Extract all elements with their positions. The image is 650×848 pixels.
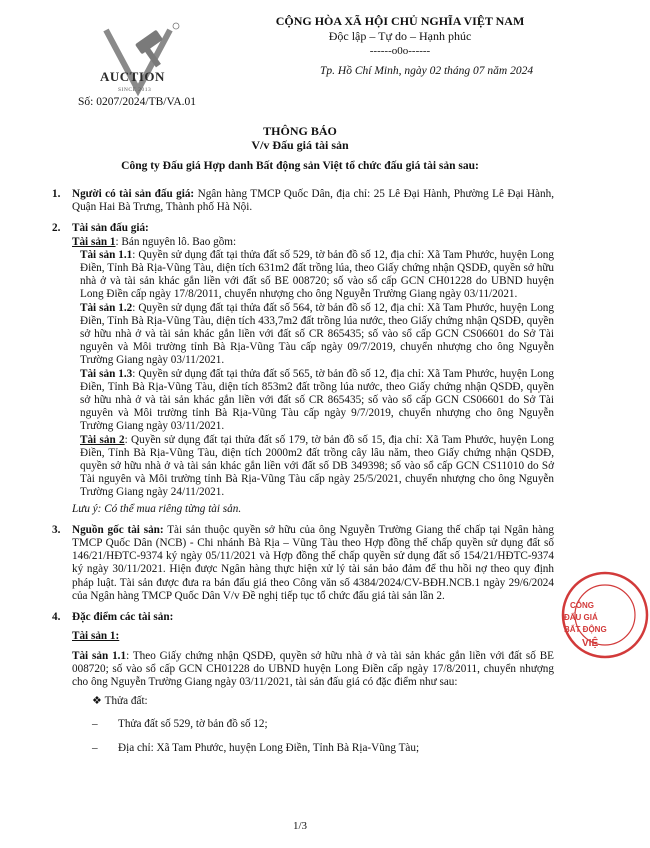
section-text: Tài sản thuộc quyền sở hữu của ông Nguyễn Trường Giang thế chấp tại Ngân hàng TMCP Quốc Dân (NCB) - Chi nhánh Bà Rịa – Vũng Tàu theo Hợp đồng thế chấp quyền sử dụng đất số 146/21/HĐTC-9374 ký ngày 05/11/2021 và Hợp đồng thế chấp quyền sử dụng đất số 154/21/HĐTC-9374 ký ngày 30/11/2021. Hiện được Ngân hàng thực hiện xử lý tài sản bảo đảm để thu hồi nợ theo quy định pháp luật. Tài sản được đưa ra bán đấu giá theo Công văn số 4384/2024/CV-BĐH.NCB.1 ngày 29/6/2024 của Ngân hàng TMCP Quốc Dân V/v Đề nghị tiếp tục tổ chức đấu giá tài sản lần 2. xyxy=(72,523,554,602)
section-4 xyxy=(52,611,554,624)
detail-item xyxy=(92,718,554,731)
detail-asset-1-1-label: Tài sản 1.1 xyxy=(72,649,127,662)
logo-since: SINCE 2013 xyxy=(118,87,152,93)
section-number: 4. xyxy=(52,611,61,624)
section-3 xyxy=(52,524,554,603)
section-2 xyxy=(52,222,554,235)
asset-1-1-label: Tài sản 1.1 xyxy=(80,248,133,261)
svg-text:VIỆ: VIỆ xyxy=(582,638,599,649)
section-label: Nguồn gốc tài sản: xyxy=(72,523,164,536)
asset-1-3-text: : Quyền sử dụng đất tại thửa đất số 565, tờ bản đồ số 12, địa chỉ: Xã Tam Phước, huyện Long Điền, Tỉnh Bà Rịa-Vũng Tàu, diện tích 853m2 đất trồng lúa nước, theo Giấy chứng nhận QSDĐ, quyền sở hữu nhà ở và tài sản khác gắn liền với đất số CR 865435; số vào sổ cấp GCN CS06601 do Sở Tài nguyên và Môi trường tỉnh Bà Rịa-Vũng Tàu cấp ngày 9/7/2019, chuyển nhượng cho ông Nguyễn Trường Giang ngày 03/11/2021. xyxy=(80,367,554,433)
purchase-note: Lưu ý: Có thể mua riêng từng tài sản. xyxy=(72,502,242,515)
document-title xyxy=(0,124,600,152)
bullet-text: Thửa đất: xyxy=(104,695,148,708)
asset-list xyxy=(72,236,554,516)
asset-1-3-label: Tài sản 1.3 xyxy=(80,367,133,380)
section-number: 3. xyxy=(52,523,61,536)
title-sub: V/v Đấu giá tài sản xyxy=(251,138,349,152)
asset-2-text: : Quyền sử dụng đất tại thửa đất số 179, tờ bản đồ số 15, địa chỉ: Xã Tam Phước, huyện Long Điền, Tỉnh Bà Rịa-Vũng Tàu, diện tích 2000m2 đất trồng cây lâu năm, theo Giấy chứng nhận QSDĐ, quyền sở hữu nhà ở và tài sản khác gắn liền với đất số DB 349398; số vào sổ cấp GCN CS11010 do Sở Tài nguyên và Môi trường tỉnh Bà Rịa-Vũng Tàu cấp ngày 25/5/2021, chuyển nhượng cho ông Nguyễn Trường Giang ngày 24/11/2021. xyxy=(80,433,554,499)
detail-asset-1-label: Tài sản 1: xyxy=(72,630,120,643)
title-main: THÔNG BÁO xyxy=(263,124,337,138)
detail-item-text: Thửa đất số 529, tờ bản đồ số 12; xyxy=(118,718,268,731)
company-seal xyxy=(560,570,650,660)
detail-item xyxy=(92,742,554,755)
asset-1-text: : Bán nguyên lô. Bao gồm: xyxy=(115,235,237,248)
page-number: 1/3 xyxy=(292,820,308,832)
section-label: Tài sản đấu giá: xyxy=(72,222,149,235)
section-label: Người có tài sản đấu giá: xyxy=(72,188,195,200)
country-name: CỘNG HÒA XÃ HỘI CHỦ NGHĨA VIỆT NAM xyxy=(275,14,525,28)
section-number: 1. xyxy=(52,188,61,200)
asset-1-2-text: : Quyền sử dụng đất tại thửa đất số 564, tờ bản đồ số 12, địa chỉ: Xã Tam Phước, huyện Long Điền, Tỉnh Bà Rịa-Vũng Tàu, diện tích 433,7m2 đất trồng lúa nước, theo Giấy chứng nhận QSDĐ, quyền sở hữu nhà ở và tài sản khác gắn liền với đất số CR 865435; số vào sổ cấp GCN CS06601 do Sở Tài nguyên và Môi trường tỉnh Bà Rịa-Vũng Tàu cấp ngày 09/7/2019, chuyển nhượng cho ông Nguyễn Trường Giang ngày 03/11/2021. xyxy=(80,301,554,367)
document-date: Tp. Hồ Chí Minh, ngày 02 tháng 07 năm 2024 xyxy=(320,65,534,77)
logo-wordmark: AUCTION xyxy=(100,69,165,84)
section-1 xyxy=(52,188,554,214)
svg-text:BẤT ĐỘNG: BẤT ĐỘNG xyxy=(564,625,607,634)
asset-details xyxy=(72,630,554,689)
asset-1-label: Tài sản 1 xyxy=(72,235,116,248)
dash-icon: – xyxy=(92,741,98,754)
section-label: Đặc điểm các tài sản: xyxy=(72,611,174,624)
check-bullet-icon: ❖ xyxy=(92,695,105,708)
asset-1-1-text: : Quyền sử dụng đất tại thửa đất số 529, tờ bản đồ số 12, địa chỉ: Xã Tam Phước, huyện Long Điền, Tỉnh Bà Rịa-Vũng Tàu, diện tích 631m2 đất trồng lúa, theo Giấy chứng nhận QSDĐ, quyền sở hữu nhà ở và tài sản khác gắn liền với đất số BE 008720; số vào sổ cấp GCN CH01228 do UBND huyện Long Điền cấp ngày 17/8/2011, chuyển nhượng cho ông Nguyễn Trường Giang ngày 03/11/2021. xyxy=(80,248,554,301)
section-number: 2. xyxy=(52,222,61,235)
detail-bullet xyxy=(92,695,554,708)
motto: Độc lập – Tự do – Hạnh phúc xyxy=(328,29,472,43)
asset-1-2-label: Tài sản 1.2 xyxy=(80,301,133,314)
header-divider: ------o0o------ xyxy=(369,45,431,57)
document-body xyxy=(52,180,554,755)
svg-text:ĐẤU GIÁ: ĐẤU GIÁ xyxy=(564,613,598,622)
detail-asset-1-1-text: : Theo Giấy chứng nhận QSDĐ, quyền sở hữu nhà ở và tài sản khác gắn liền với đất số BE 008720; số vào sổ cấp GCN CH01228 do UBND huyện Long Điền cấp ngày 17/8/2011, chuyển nhượng cho ông Nguyễn Trường Giang ngày 03/11/2021, tài sản đấu giá có đặc điểm như sau: xyxy=(72,649,554,688)
asset-2-label: Tài sản 2 xyxy=(80,433,125,446)
reference-number: Số: 0207/2024/TB/VA.01 xyxy=(78,96,196,108)
detail-item-text: Địa chỉ: Xã Tam Phước, huyện Long Điền, Tỉnh Bà Rịa-Vũng Tàu; xyxy=(118,741,420,754)
svg-text:CÔNG: CÔNG xyxy=(570,601,594,610)
dash-icon: – xyxy=(92,718,98,731)
intro-line: Công ty Đấu giá Hợp danh Bất động sản Việt tổ chức đấu giá tài sản sau: xyxy=(121,160,479,172)
section-text: Ngân hàng TMCP Quốc Dân, địa chỉ: 25 Lê Đại Hành, Phường Lê Đại Hành, Quận Hai Bà Trưng, Thành phố Hà Nội. xyxy=(72,188,555,214)
national-header xyxy=(250,14,550,59)
